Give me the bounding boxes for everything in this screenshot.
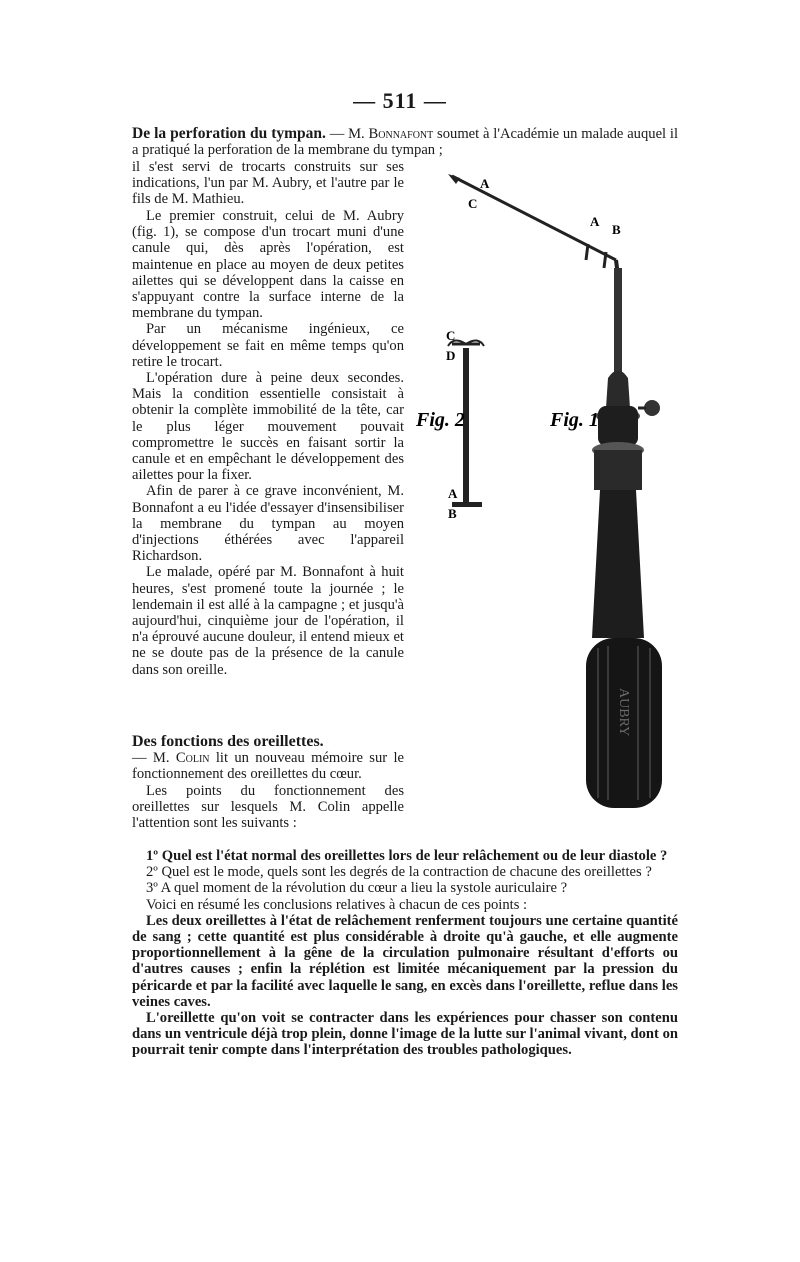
conclusion-1: Les deux oreillettes à l'état de relâchement renferment toujours une certaine quantité de sang ; cette quantité est plus considérable à droite qu'à gauche, et elle augmente proportionnellement à la gêne de la circulation pulmonaire résultant d'efforts ou d'autres causes ; enfin la réplétion est limitée mécaniquement par la pression du péricarde et par la facilité avec laquelle le sang, en excès dans l'oreillette, reflue dans les veines caves. xyxy=(132,912,678,1010)
letter-b-fig2: B xyxy=(448,506,457,521)
section2-text: lit un nouveau mémoire sur le fonctionnement des oreillettes du cœur. xyxy=(132,750,405,783)
letter-c-needle: C xyxy=(468,196,478,211)
paragraph-mechanism: Par un mécanisme ingénieux, ce développement se fait en même temps qu'on retire le trocart. xyxy=(132,321,404,370)
letter-c-fig2: C xyxy=(446,328,456,343)
fig1-label: Fig. 1 xyxy=(550,409,599,431)
handle-engraving: AUBRY xyxy=(616,688,631,737)
section2-author: Colin xyxy=(175,750,210,767)
full-width-text xyxy=(132,848,678,1059)
trocart-illustration xyxy=(408,168,680,808)
intro-continuation xyxy=(132,159,404,208)
intro-rest: il s'est servi de trocarts construits sur ses indications, l'un par M. Aubry, et l'autre par le fils de M. Mathieu. xyxy=(132,159,404,208)
page-number: — 511 — xyxy=(353,88,447,113)
fig1-trocart xyxy=(448,174,662,808)
paragraph-inconvenient: Afin de parer à ce grave inconvénient, M. Bonnafont a eu l'idée d'essayer d'insensibiliser la membrane du tympan au moyen d'injections éthérées avec l'appareil Richardson. xyxy=(132,483,404,565)
fig2-label: Fig. 2 xyxy=(416,409,465,431)
paragraph-fig1: Le premier construit, celui de M. Aubry (fig. 1), se compose d'un trocart muni d'une canule qui, dès après l'opération, est maintenue en place au moyen de deux petites ailettes qui se développent dans la caisse en s'appuyant contre la surface interne de la membrane du tympan. xyxy=(132,208,404,322)
letter-a-collar: A xyxy=(590,214,600,229)
section2-title: Des fonctions des oreillettes. xyxy=(132,733,324,750)
question-1: 1º Quel est l'état normal des oreillettes lors de leur relâchement ou de leur diastole ? xyxy=(146,848,668,864)
question-2: 2º Quel est le mode, quels sont les degrés de la contraction de chacune des oreillettes ? xyxy=(146,864,652,881)
intro-first-line xyxy=(132,126,678,158)
intro-dash: — M. xyxy=(325,126,369,142)
conclusion-2: L'oreillette qu'on voit se contracter dans les expériences pour chasser son contenu dans un ventricule déjà trop plein, donne l'image de la lutte sur l'animal vivant, dont on pourrait tenir compte dans l'interprétation des troubles pathologiques. xyxy=(132,1010,678,1059)
section-oreillettes xyxy=(132,734,404,831)
question-3: 3º A quel moment de la révolution du cœur a lieu la systole auriculaire ? xyxy=(146,880,568,897)
conclusions-intro: Voici en résumé les conclusions relatives à chacun de ces points : xyxy=(146,896,528,913)
letter-a-fig2: A xyxy=(448,486,458,501)
intro-author: Bonnafont xyxy=(368,126,434,142)
trocart-drawing xyxy=(408,168,680,808)
section2-paragraph: Les points du fonctionnement des oreillettes sur lesquels M. Colin appelle l'attention sont les suivants : xyxy=(132,782,404,832)
left-column xyxy=(132,208,404,678)
letter-a-needle: A xyxy=(480,176,490,191)
section2-dash: — M. xyxy=(132,750,176,767)
paragraph-patient: Le malade, opéré par M. Bonnafont à huit heures, s'est promené toute la journée ; le lendemain il est allé à la campagne ; et jusqu'à aujourd'hui, cinquième jour de l'opération, il n'a éprouvé aucune douleur, il entend mieux et ne se doute pas de la présence de la canule dans son oreille. xyxy=(132,564,404,678)
letter-b-collar: B xyxy=(612,222,621,237)
intro-first-text: soumet à l'Académie un malade auquel il a pratiqué la perforation de la membrane du tympan ; xyxy=(132,126,679,159)
paragraph-operation: L'opération dure à peine deux secondes. Mais la condition essentielle consistait à obtenir la complète immobilité de la tête, car le plus léger mouvement pouvait compromettre le succès en faisant sortir la canule et en empêchant le développement des ailettes pour la fixer. xyxy=(132,370,404,484)
intro-title: De la perforation du tympan. xyxy=(132,125,326,142)
letter-d-fig2: D xyxy=(446,348,456,363)
